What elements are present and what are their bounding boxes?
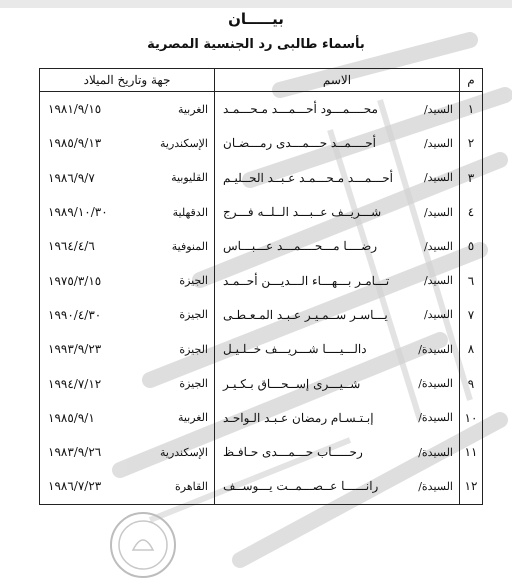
name-cell xyxy=(215,126,460,160)
row-number: ٢ xyxy=(460,126,483,160)
birth-cell xyxy=(40,263,215,297)
birth-cell xyxy=(40,366,215,400)
applicant-name: تـــامـر بـــهـــاء الـــديـــن أحــمـد xyxy=(223,273,390,288)
applicant-name: رحـــــاب حـــمـــدى حـافـظ xyxy=(223,445,363,460)
official-seal-icon xyxy=(108,510,178,580)
applicant-name: رضــــا مـــحــــمـــد عـــبـــاس xyxy=(223,239,378,254)
birth-cell xyxy=(40,435,215,469)
honorific-label: السيد/ xyxy=(423,274,453,288)
applicant-name: دالـــيــــا شـــريـــف خــلـيـل xyxy=(223,342,367,357)
row-number: ٣ xyxy=(460,161,483,195)
applicant-name: يـــاسـر ســمـيـر عـبـد المـعـطـى xyxy=(223,307,388,322)
birth-date: ١٩٧٥/٣/١٥ xyxy=(48,273,102,288)
name-cell xyxy=(215,195,460,229)
name-cell xyxy=(215,332,460,366)
row-number: ٦ xyxy=(460,263,483,297)
top-bar xyxy=(0,0,512,8)
column-header-name: الاسم xyxy=(215,69,460,92)
row-number: ٥ xyxy=(460,229,483,263)
name-cell xyxy=(215,263,460,297)
document-title: بيـــــان xyxy=(228,10,284,28)
name-cell xyxy=(215,401,460,435)
row-number: ١٢ xyxy=(460,469,483,504)
birth-cell xyxy=(40,229,215,263)
birth-date: ١٩٦٤/٤/٦ xyxy=(48,239,95,254)
name-cell xyxy=(215,366,460,400)
birth-date: ١٩٩٠/٤/٣٠ xyxy=(48,307,102,322)
birth-date: ١٩٨٦/٧/٢٣ xyxy=(48,479,102,494)
honorific-label: السيد/ xyxy=(423,171,453,185)
honorific-label: السيد/ xyxy=(423,239,453,253)
row-number: ٩ xyxy=(460,366,483,400)
birth-date: ١٩٨٥/٩/١٣ xyxy=(48,136,102,151)
birth-cell xyxy=(40,469,215,504)
table-header-row xyxy=(40,69,483,92)
name-cell xyxy=(215,161,460,195)
document-subtitle: بأسماء طالبى رد الجنسية المصرية xyxy=(147,37,365,52)
honorific-label: السيدة/ xyxy=(418,479,453,493)
table-row xyxy=(40,263,483,297)
table-row xyxy=(40,366,483,400)
applicant-name: شـــريــف عــبـــد الــلــه فـــرج xyxy=(223,205,382,220)
birth-governorate: القليوبية xyxy=(171,171,208,185)
birth-governorate: الغربية xyxy=(177,102,208,116)
table-row xyxy=(40,195,483,229)
honorific-label: السيد/ xyxy=(423,308,453,322)
birth-cell xyxy=(40,92,215,127)
birth-date: ١٩٨٥/٩/١ xyxy=(48,410,95,425)
birth-cell xyxy=(40,195,215,229)
birth-governorate: المنوفية xyxy=(171,239,208,253)
table-row xyxy=(40,229,483,263)
table-row xyxy=(40,92,483,127)
name-cell xyxy=(215,298,460,332)
applicant-name: محــــمـــود أحـــمـــد مـحـــمـد xyxy=(223,102,378,117)
birth-governorate: الإسكندرية xyxy=(160,445,208,459)
table-row xyxy=(40,332,483,366)
table-row xyxy=(40,126,483,160)
applicant-name: أحـــمـــد مـحـــمـد عـبــد الحــليـم xyxy=(223,170,394,185)
table-row xyxy=(40,435,483,469)
applicant-name: أحــــمــد حـــمـــدى رمـــضـان xyxy=(223,136,377,151)
birth-date: ١٩٨٣/٩/٢٦ xyxy=(48,445,102,460)
birth-cell xyxy=(40,332,215,366)
birth-date: ١٩٩٤/٧/١٢ xyxy=(48,376,102,391)
row-number: ٨ xyxy=(460,332,483,366)
birth-governorate: الجيزة xyxy=(179,308,208,322)
table-row xyxy=(40,298,483,332)
birth-cell xyxy=(40,298,215,332)
honorific-label: السيد/ xyxy=(423,205,453,219)
row-number: ١١ xyxy=(460,435,483,469)
birth-governorate: الجيزة xyxy=(179,342,208,356)
table-row xyxy=(40,161,483,195)
honorific-label: السيد/ xyxy=(423,102,453,116)
birth-cell xyxy=(40,126,215,160)
applicant-name: شــيـــرى إســحـــاق بـكـيـر xyxy=(223,376,361,391)
row-number: ٤ xyxy=(460,195,483,229)
birth-governorate: الدقهلية xyxy=(172,205,208,219)
row-number: ١ xyxy=(460,92,483,127)
honorific-label: السيدة/ xyxy=(418,342,453,356)
birth-governorate: الجيزة xyxy=(179,377,208,391)
name-cell xyxy=(215,435,460,469)
birth-cell xyxy=(40,401,215,435)
table-row xyxy=(40,401,483,435)
name-cell xyxy=(215,469,460,504)
name-cell xyxy=(215,229,460,263)
honorific-label: السيدة/ xyxy=(418,445,453,459)
birth-governorate: الجيزة xyxy=(179,274,208,288)
birth-date: ١٩٨٦/٩/٧ xyxy=(48,170,95,185)
birth-date: ١٩٩٣/٩/٢٣ xyxy=(48,342,102,357)
honorific-label: السيدة/ xyxy=(418,411,453,425)
row-number: ١٠ xyxy=(460,401,483,435)
birth-cell xyxy=(40,161,215,195)
applicant-name: إبـتـسـام رمضان عـبـد الـواحـد xyxy=(223,410,374,425)
applicant-name: رانــــــا عــصـــمــت يـــوســف xyxy=(223,479,379,494)
honorific-label: السيدة/ xyxy=(418,377,453,391)
birth-date: ١٩٨١/٩/١٥ xyxy=(48,102,102,117)
honorific-label: السيد/ xyxy=(423,136,453,150)
name-cell xyxy=(215,92,460,127)
table-row xyxy=(40,469,483,504)
row-number: ٧ xyxy=(460,298,483,332)
birth-governorate: الإسكندرية xyxy=(160,136,208,150)
birth-date: ١٩٨٩/١٠/٣٠ xyxy=(48,205,108,220)
column-header-number: م xyxy=(460,69,483,92)
birth-governorate: القاهرة xyxy=(175,479,208,493)
applicants-table xyxy=(39,68,483,505)
birth-governorate: الغربية xyxy=(177,411,208,425)
column-header-birth: جهة وتاريخ الميلاد xyxy=(40,69,215,92)
